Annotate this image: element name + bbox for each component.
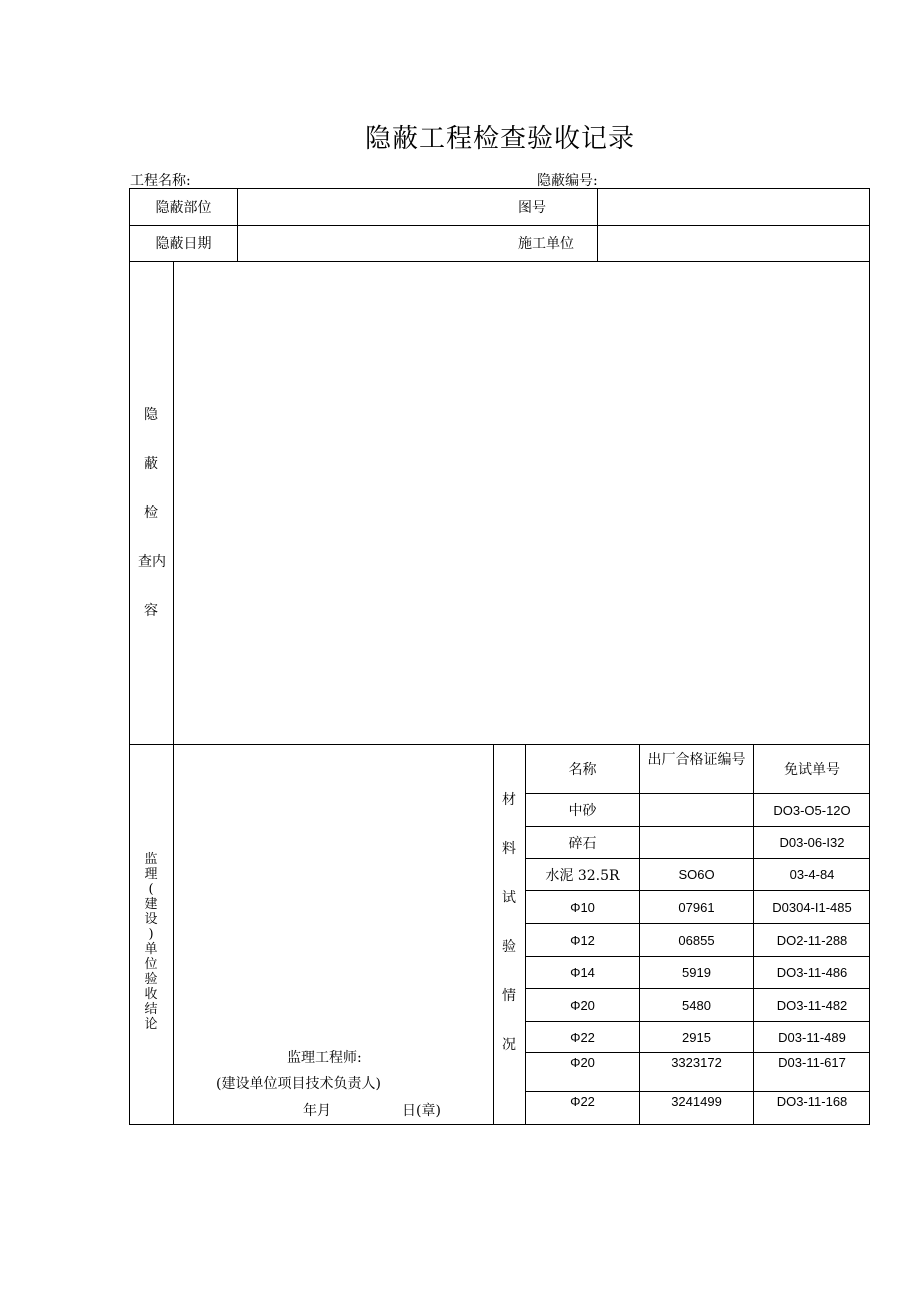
label-char: 建 <box>144 897 158 912</box>
materials-header-test: 免试单号 <box>784 762 840 778</box>
material-cert: 2915 <box>682 1029 711 1045</box>
label-char: 理 <box>144 867 158 882</box>
label-char: ) <box>148 927 154 942</box>
date-year-month: 年月 <box>303 1103 331 1119</box>
label-char: 单 <box>144 942 158 957</box>
content-area[interactable] <box>174 262 870 744</box>
materials-label-char: 试 <box>502 890 516 906</box>
material-cert: 07961 <box>678 899 715 915</box>
material-name: 中砂 <box>568 803 597 819</box>
label-char: 位 <box>144 957 158 972</box>
material-name: Φ14 <box>570 965 595 980</box>
label-char: 设 <box>144 912 158 927</box>
content-label-char: 查内 <box>138 554 166 570</box>
label-char: 收 <box>144 987 158 1002</box>
material-test: DO3-11-482 <box>776 997 848 1013</box>
material-cert <box>640 794 753 826</box>
material-test: DO3-11-168 <box>776 1093 848 1109</box>
material-cert: 06855 <box>678 932 715 948</box>
engineer-label: 监理工程师: <box>287 1050 362 1066</box>
content-label-char: 检 <box>144 505 158 521</box>
materials-label-char: 材 <box>502 792 516 808</box>
material-name: 碎石 <box>568 835 597 852</box>
materials-label-char: 情 <box>502 988 516 1004</box>
material-test: D03-06-I32 <box>779 835 845 850</box>
material-test: D03-11-617 <box>778 1054 846 1070</box>
drawing-number-value[interactable] <box>598 189 870 225</box>
material-name: Φ12 <box>570 932 595 948</box>
material-cert: 3323172 <box>671 1054 722 1070</box>
material-cert: 5480 <box>682 997 711 1013</box>
material-name: Φ20 <box>570 997 595 1013</box>
material-name: Φ22 <box>570 1029 595 1045</box>
label-char: 论 <box>144 1017 158 1032</box>
contractor-value[interactable] <box>598 225 870 261</box>
material-name: Φ22 <box>570 1093 595 1109</box>
document-title: 隐蔽工程检查验收记录 <box>364 124 635 154</box>
materials-header-cert: 出厂合格证编号 <box>647 752 746 768</box>
materials-label-char: 况 <box>502 1037 516 1053</box>
label-char: 监 <box>144 852 158 867</box>
contractor-label: 施工单位 <box>518 236 574 252</box>
content-label-char: 蔽 <box>144 456 158 472</box>
material-cert: 5919 <box>682 965 711 980</box>
conclusion-label <box>141 852 161 1032</box>
content-label-char: 容 <box>144 603 158 619</box>
material-name: Φ10 <box>570 899 595 915</box>
drawing-number-label: 图号 <box>518 200 546 216</box>
material-test: DO3-O5-12O <box>773 802 851 818</box>
date-value[interactable] <box>238 225 488 261</box>
material-test: D0304-I1-485 <box>772 899 852 915</box>
label-char: 验 <box>144 972 158 987</box>
material-cert <box>640 827 753 858</box>
date-day-seal: 日(章) <box>402 1103 441 1119</box>
material-test: 03-4-84 <box>789 867 835 882</box>
material-test: DO3-11-486 <box>776 965 848 980</box>
location-label: 隐蔽部位 <box>155 200 212 216</box>
col-divider <box>493 744 494 1125</box>
date-label: 隐蔽日期 <box>155 236 212 252</box>
hidden-number-label: 隐蔽编号: <box>537 173 598 189</box>
material-test: DO2-11-288 <box>776 932 848 948</box>
material-test: D03-11-489 <box>778 1029 846 1045</box>
project-name-label: 工程名称: <box>130 173 191 189</box>
materials-label-char: 料 <box>502 841 516 857</box>
record-form <box>129 188 870 1125</box>
material-name: Φ20 <box>570 1054 595 1070</box>
label-char: ( <box>148 882 154 897</box>
material-name: 水泥 32.5R <box>545 867 620 884</box>
content-label-char: 隐 <box>144 407 158 423</box>
material-cert: SO6O <box>678 867 715 882</box>
materials-label-char: 验 <box>502 939 516 955</box>
owner-label: (建设单位项目技术负责人) <box>216 1076 381 1092</box>
materials-header-name: 名称 <box>568 762 597 778</box>
material-cert: 3241499 <box>671 1093 722 1109</box>
label-char: 结 <box>144 1002 158 1017</box>
